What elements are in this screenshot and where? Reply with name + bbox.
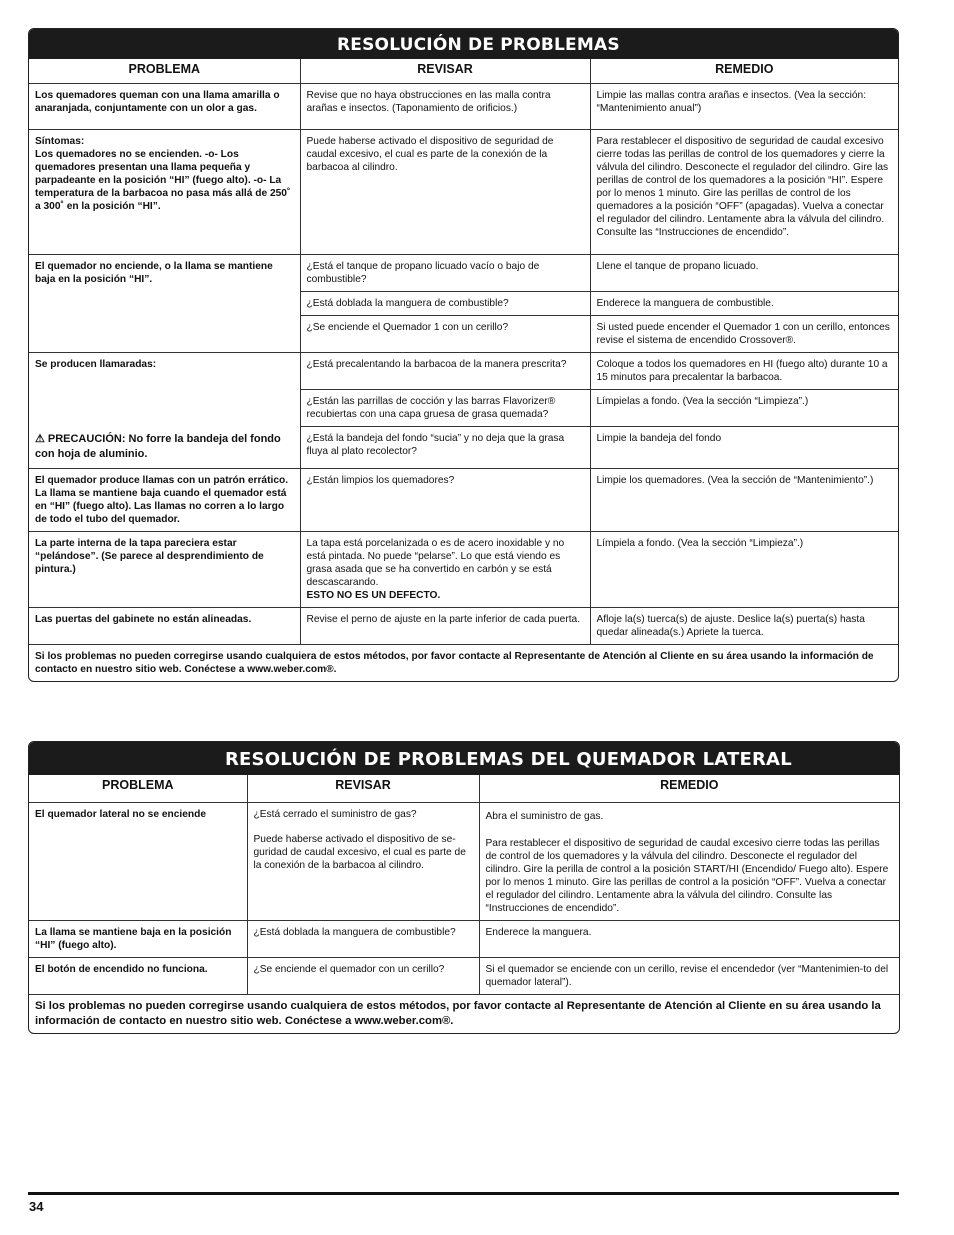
table-row: [29, 83, 898, 129]
check-cell: ¿Está el tanque de propano licuado vacío o bajo de combustible?: [300, 254, 590, 291]
header-problem: PROBLEMA: [29, 59, 300, 83]
remedy-cell: Límpielas a fondo. (Vea la sección “Limpieza”.): [590, 389, 898, 426]
section-title: RESOLUCIÓN DE PROBLEMAS: [29, 29, 898, 59]
problem-cell: [29, 352, 300, 468]
table-row: [29, 254, 898, 291]
remedy-cell: Límpiela a fondo. (Vea la sección “Limpieza”.): [590, 531, 898, 607]
warning-icon: ⚠: [35, 432, 45, 445]
check-cell: ¿Se enciende el Quemador 1 con un cerillo?: [300, 315, 590, 352]
problem-cell: La parte interna de la tapa pareciera estar “pelándose”. (Se parece al desprendimiento de pintura.): [29, 531, 300, 607]
troubleshooting-table: [29, 59, 898, 681]
header-check: REVISAR: [300, 59, 590, 83]
flare-ups-label: Se producen llamaradas:: [35, 358, 157, 370]
table-row: [29, 957, 899, 994]
header-remedy: REMEDIO: [479, 775, 899, 802]
troubleshooting-panel: [28, 28, 899, 682]
check-cell: ¿Está precalentando la barbacoa de la manera prescrita?: [300, 352, 590, 389]
check-cell: ¿Están las parrillas de cocción y las barras Flavorizer® recubiertas con una capa gruesa de grasa quemada?: [300, 389, 590, 426]
problem-cell: La llama se mantiene baja en la posición “HI” (fuego alto).: [29, 920, 247, 957]
remedy-text: Abra el suministro de gas.: [485, 810, 604, 822]
remedy-cell: Para restablecer el dispositivo de seguridad de caudal excesivo cierre todas las perillas de control de los quemadores y cierre la válvula del cilindro. Desconecte el regulador del cilindro. Gire las perillas de control de los quemadores a la posición “HI”. Espere por lo menos 1 minuto. Gire las perillas de control de los quemadores a la posición “OFF” (apagadas). Vuelva a conectar el regulador del cilindro. Lentamente abra la válvula del cilindro. Consulte las “Instrucciones de encendido”.: [590, 129, 898, 254]
symptoms-text: Los quemadores no se encienden. -o- Los quemadores presentan una llama pequeña y parpadeante en la posición “HI” (fuego alto). -o- La temperatura de la barbacoa no pasa más allá de 250˚ a 300˚ en la posición “HI”.: [35, 148, 291, 212]
contact-note: Si los problemas no pueden corregirse usando cualquiera de estos métodos, por favor contacte al Representante de Atención al Cliente en su área usando la información de contacto en nuestro sitio web. Conéctese a www.weber.com®.: [29, 994, 899, 1033]
remedy-cell: Enderece la manguera de combustible.: [590, 291, 898, 315]
check-cell: ¿Está doblada la manguera de combustible?: [247, 920, 479, 957]
table-row: [29, 644, 898, 681]
table-row: [29, 352, 898, 389]
remedy-cell: Coloque a todos los quemadores en HI (fuego alto) durante 10 a 15 minutos para precalentar la barbacoa.: [590, 352, 898, 389]
problem-cell: El botón de encendido no funciona.: [29, 957, 247, 994]
check-cell: ¿Están limpios los quemadores?: [300, 468, 590, 531]
page-number: 34: [29, 1199, 44, 1214]
check-cell: ¿Se enciende el quemador con un cerillo?: [247, 957, 479, 994]
remedy-cell: Limpie la bandeja del fondo: [590, 426, 898, 468]
check-cell: Revise el perno de ajuste en la parte inferior de cada puerta.: [300, 607, 590, 644]
problem-cell: [29, 129, 300, 254]
problem-cell: El quemador no enciende, o la llama se mantiene baja en la posición “HI”.: [29, 254, 300, 352]
symptoms-label: Síntomas:: [35, 135, 85, 147]
check-text: ¿Está cerrado el suministro de gas?: [253, 808, 417, 820]
side-burner-troubleshooting-panel: [28, 741, 900, 1034]
table-row: [29, 468, 898, 531]
remedy-cell: Enderece la manguera.: [479, 920, 899, 957]
page-footer-rule: [28, 1192, 899, 1195]
problem-cell: El quemador lateral no se enciende: [29, 802, 247, 920]
check-text: Puede haberse activado el dispositivo de se-guridad de caudal excesivo, el cual es parte de la conexión de la barbacoa al cilindro.: [253, 833, 466, 871]
check-cell: Puede haberse activado el dispositivo de seguridad de caudal excesivo, el cual es parte de la conexión de la barbacoa al cilindro.: [300, 129, 590, 254]
check-cell: Revise que no haya obstrucciones en las malla contra arañas e insectos. (Taponamiento de orificios.): [300, 83, 590, 129]
table-row: [29, 129, 898, 254]
problem-cell: Los quemadores queman con una llama amarilla o anaranjada, conjuntamente con un olor a gas.: [29, 83, 300, 129]
table-row: [29, 994, 899, 1033]
problem-cell: Las puertas del gabinete no están alineadas.: [29, 607, 300, 644]
header-remedy: REMEDIO: [590, 59, 898, 83]
not-a-defect-note: ESTO NO ES UN DEFECTO.: [306, 589, 441, 601]
remedy-cell: Si el quemador se enciende con un cerillo, revise el encendedor (ver “Mantenimien-to del quemador lateral”).: [479, 957, 899, 994]
table-row: [29, 531, 898, 607]
check-cell: ¿Está doblada la manguera de combustible?: [300, 291, 590, 315]
remedy-cell: Llene el tanque de propano licuado.: [590, 254, 898, 291]
remedy-cell: Si usted puede encender el Quemador 1 con un cerillo, entonces revise el sistema de encendido Crossover®.: [590, 315, 898, 352]
table-row: [29, 607, 898, 644]
contact-note: Si los problemas no pueden corregirse usando cualquiera de estos métodos, por favor contacte al Representante de Atención al Cliente en su área usando la información de contacto en nuestro sitio web. Conéctese a www.weber.com®.: [29, 644, 898, 681]
side-burner-table: [29, 775, 899, 1033]
remedy-cell: Limpie los quemadores. (Vea la sección de “Mantenimiento”.): [590, 468, 898, 531]
check-cell: [300, 531, 590, 607]
caution-text: PRECAUCIÓN: No forre la bandeja del fondo con hoja de aluminio.: [35, 432, 281, 460]
check-text: La tapa está porcelanizada o es de acero inoxidable y no está pintada. No puede “pelarse”. Lo que está viendo es grasa asada que se ha convertido en carbón y se está descascarando.: [306, 537, 565, 588]
remedy-cell: Limpie las mallas contra arañas e insectos. (Vea la sección: “Mantenimiento anual”): [590, 83, 898, 129]
table-row: [29, 802, 899, 920]
header-check: REVISAR: [247, 775, 479, 802]
check-cell: [247, 802, 479, 920]
remedy-cell: Afloje la(s) tuerca(s) de ajuste. Deslice la(s) puerta(s) hasta quedar alineada(s.) Apriete la tuerca.: [590, 607, 898, 644]
table-row: [29, 920, 899, 957]
remedy-text: Para restablecer el dispositivo de seguridad de caudal excesivo cierre todas las perillas de control de los quemadores y la válvula del cilindro. Desconecte el regulador del cilindro. Gire la perilla de control a la posición START/HI (Encendido/ Fuego alto). Espere por lo menos 1 minuto. Gire las perillas de control a la posición “OFF”. Vuelva a conectar el regulador del cilindro. Lentamente abra la válvula del cilindro. Consulte las “Instrucciones de encendido”.: [485, 837, 889, 914]
section-title: RESOLUCIÓN DE PROBLEMAS DEL QUEMADOR LATERAL: [29, 742, 899, 775]
check-cell: ¿Está la bandeja del fondo “sucia” y no deja que la grasa fluya al plato recolector?: [300, 426, 590, 468]
problem-cell: El quemador produce llamas con un patrón errático. La llama se mantiene baja cuando el quemador está en “HI” (fuego alto). Las llamas no corren a lo largo de todo el tubo del quemador.: [29, 468, 300, 531]
remedy-cell: [479, 802, 899, 920]
header-problem: PROBLEMA: [29, 775, 247, 802]
